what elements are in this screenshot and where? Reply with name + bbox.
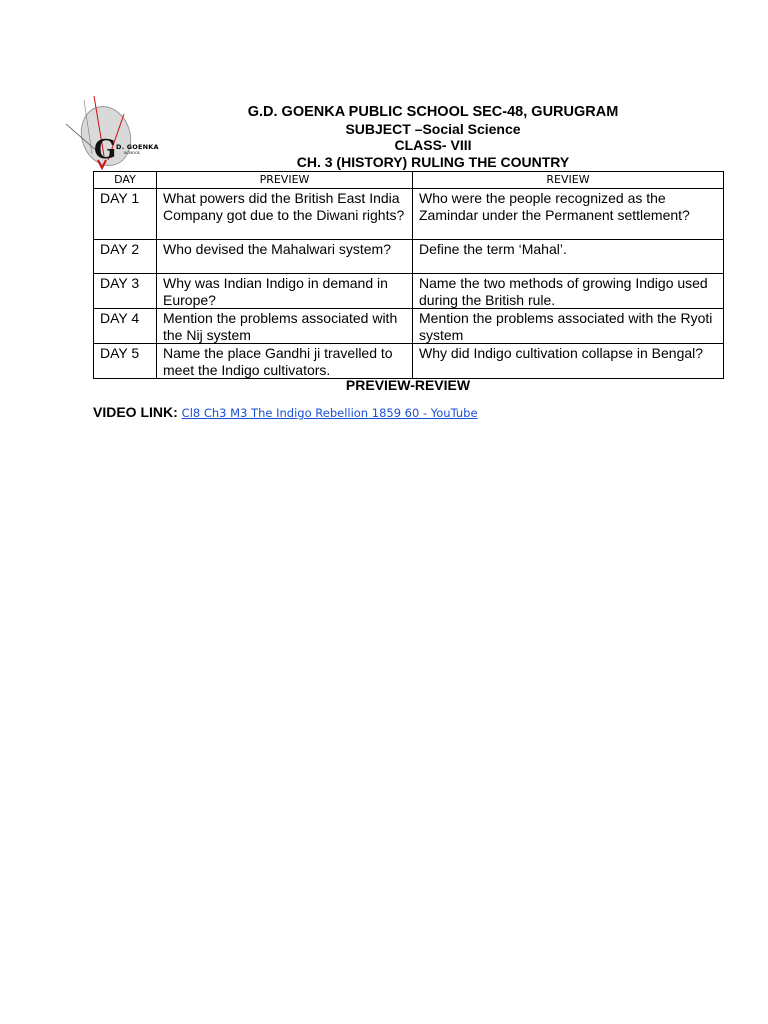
table-row xyxy=(94,189,724,240)
column-header-preview: PREVIEW xyxy=(157,172,413,189)
preview-cell: Who devised the Mahalwari system? xyxy=(157,240,413,274)
column-header-review: REVIEW xyxy=(413,172,724,189)
review-cell: Mention the problems associated with the Ryoti system xyxy=(413,309,724,344)
logo-subtext: SCHOOL xyxy=(124,151,141,155)
preview-cell: Mention the problems associated with the Nij system xyxy=(157,309,413,344)
review-cell: Why did Indigo cultivation collapse in Bengal? xyxy=(413,344,724,379)
school-logo xyxy=(64,94,164,174)
day-cell: DAY 3 xyxy=(94,274,157,309)
day-cell: DAY 1 xyxy=(94,189,157,240)
logo-graphic xyxy=(64,94,164,174)
svg-text:G: G xyxy=(94,135,117,165)
review-cell: Who were the people recognized as the Zamindar under the Permanent settlement? xyxy=(413,189,724,240)
preview-cell: What powers did the British East India Company got due to the Diwani rights? xyxy=(157,189,413,240)
video-link-label: VIDEO LINK: xyxy=(93,404,178,420)
chapter-title: CH. 3 (HISTORY) RULING THE COUNTRY xyxy=(296,153,570,170)
school-name: G.D. GOENKA PUBLIC SCHOOL SEC-48, GURUGRAM xyxy=(247,104,619,120)
table-row xyxy=(94,274,724,309)
video-link[interactable]: Cl8 Ch3 M3 The Indigo Rebellion 1859 60 - YouTube xyxy=(181,406,478,420)
logo-text: D. GOENKA xyxy=(116,143,159,151)
video-link-line xyxy=(93,404,478,420)
day-cell: DAY 2 xyxy=(94,240,157,274)
table-header-row xyxy=(94,172,724,189)
preview-review-heading: PREVIEW-REVIEW xyxy=(345,377,471,393)
subject-line: SUBJECT –Social Science xyxy=(345,120,521,137)
review-cell: Name the two methods of growing Indigo used during the British rule. xyxy=(413,274,724,309)
day-cell: DAY 5 xyxy=(94,344,157,379)
table-row xyxy=(94,240,724,274)
document-header xyxy=(150,104,716,170)
preview-cell: Name the place Gandhi ji travelled to meet the Indigo cultivators. xyxy=(157,344,413,379)
table-row xyxy=(94,344,724,379)
review-cell: Define the term ‘Mahal’. xyxy=(413,240,724,274)
class-line: CLASS- VIII xyxy=(394,137,472,153)
preview-review-table xyxy=(93,171,724,379)
day-cell: DAY 4 xyxy=(94,309,157,344)
column-header-day: DAY xyxy=(94,172,157,189)
preview-cell: Why was Indian Indigo in demand in Europe? xyxy=(157,274,413,309)
table-row xyxy=(94,309,724,344)
